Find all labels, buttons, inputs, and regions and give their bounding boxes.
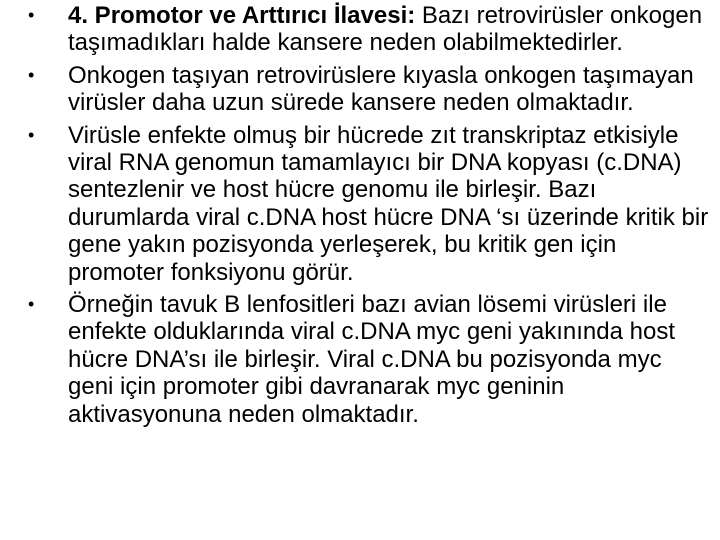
bullet-text: Onkogen taşıyan retrovirüslere kıyasla onkogen taşımayan virüsler daha uzun sürede kansere neden olmaktadır.	[68, 61, 694, 117]
bullet-icon: •	[28, 124, 35, 145]
bullet-item-example	[0, 291, 720, 428]
bullet-icon: •	[28, 294, 35, 315]
bullet-text: Bazı retrovirüsler onkogen taşımadıkları halde kansere neden olabilmektedirler.	[68, 2, 703, 57]
bullet-list	[0, 2, 720, 433]
bullet-icon: •	[28, 5, 35, 25]
bullet-text: Virüsle enfekte olmuş bir hücrede zıt transkriptaz etkisiyle viral RNA genomun tamamlayıcı bir DNA kopyası (c.DNA) sentezlenir ve host hücre genomu ile birleşir. Bazı durumlarda viral c.DNA host hücre DNA ‘sı üzerinde kritik bir gene yakın pozisyonda yerleşerek, bu kritik gen için promoter fonksiyonu görür.	[68, 121, 709, 286]
bullet-icon: •	[28, 64, 35, 85]
bullet-text: Örneğin tavuk B lenfositleri bazı avian lösemi virüsleri ile enfekte olduklarında viral c.DNA myc geni yakınında host hücre DNA’sı ile birleşir. Viral c.DNA bu pozisyonda myc geni için promoter gibi davranarak myc geninin aktivasyonuna neden olmaktadır.	[68, 291, 675, 428]
bullet-item-onkogen	[0, 62, 720, 117]
bullet-heading: 4. Promotor ve Arttırıcı İlavesi:	[68, 2, 416, 29]
bullet-item-promotor	[0, 2, 720, 57]
bullet-item-cdna	[0, 122, 720, 286]
